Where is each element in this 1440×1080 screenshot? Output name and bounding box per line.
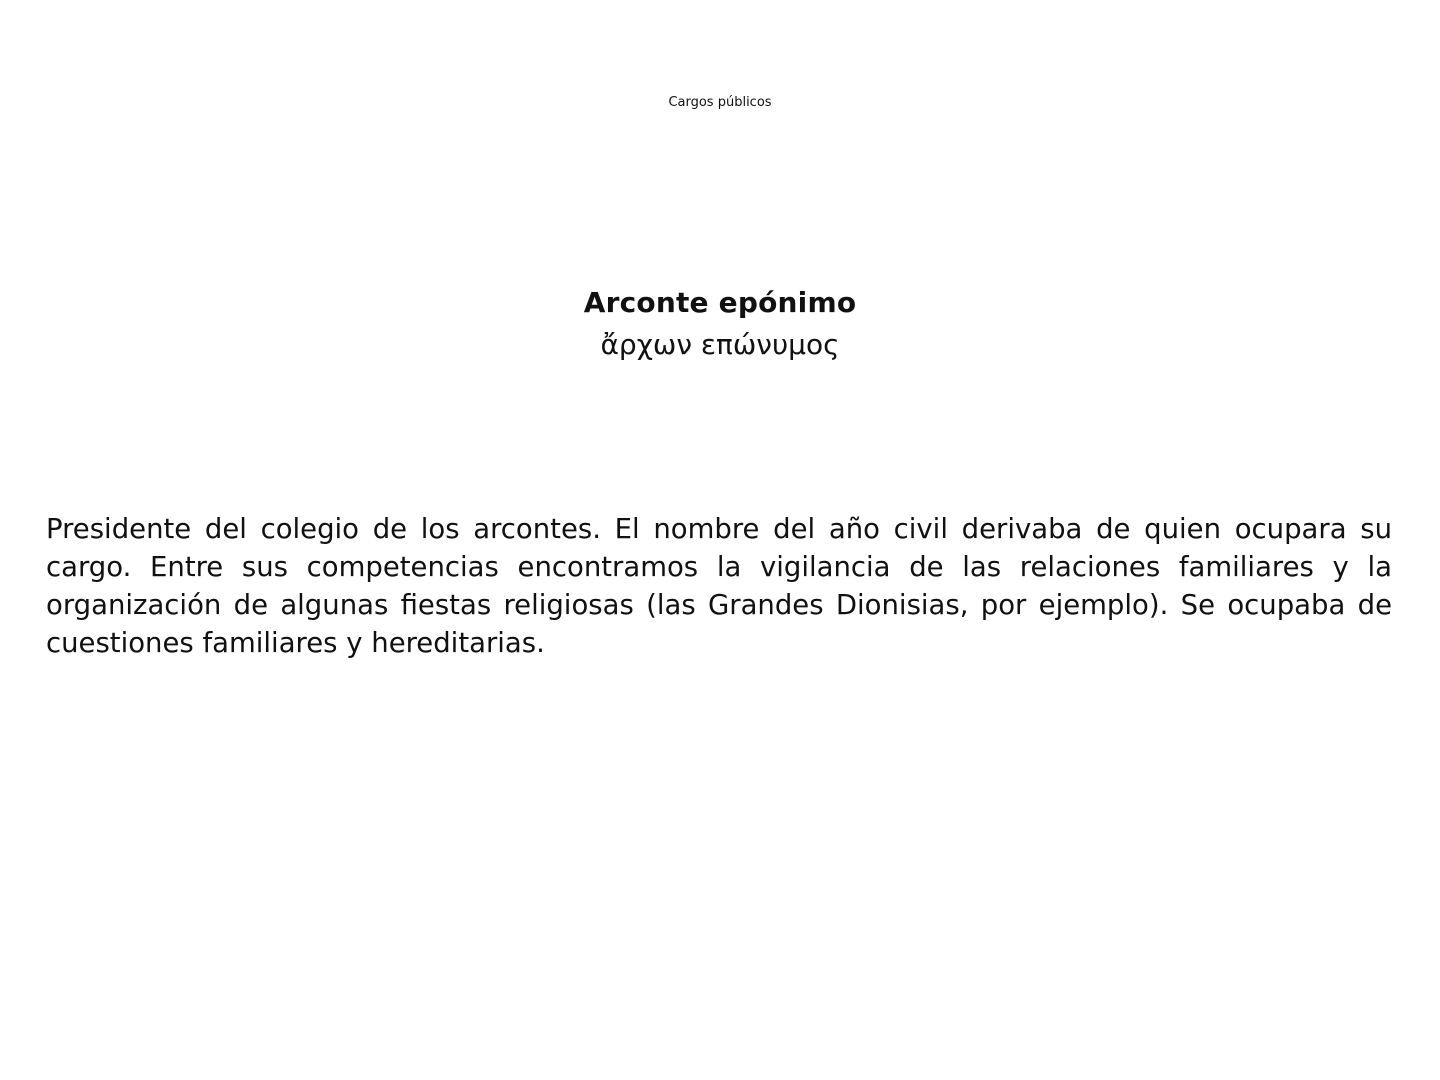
page-header [0,94,1440,112]
entry-title: Arconte epónimo [583,286,857,319]
section-title: Cargos públicos [668,95,772,110]
entry-greek-term: ἄρχων επώνυμος [600,328,840,361]
entry-description: Presidente del colegio de los arcontes. El nombre del año civil derivaba de quien ocupara su cargo. Entre sus competencias encontramos la vigilancia de las relaciones familiares y la organización de algunas fiestas religiosas (las Grandes Dionisias, por ejemplo). Se ocupaba de cuestiones familiares y hereditarias. [46,512,1392,659]
entry-heading [0,283,1440,371]
